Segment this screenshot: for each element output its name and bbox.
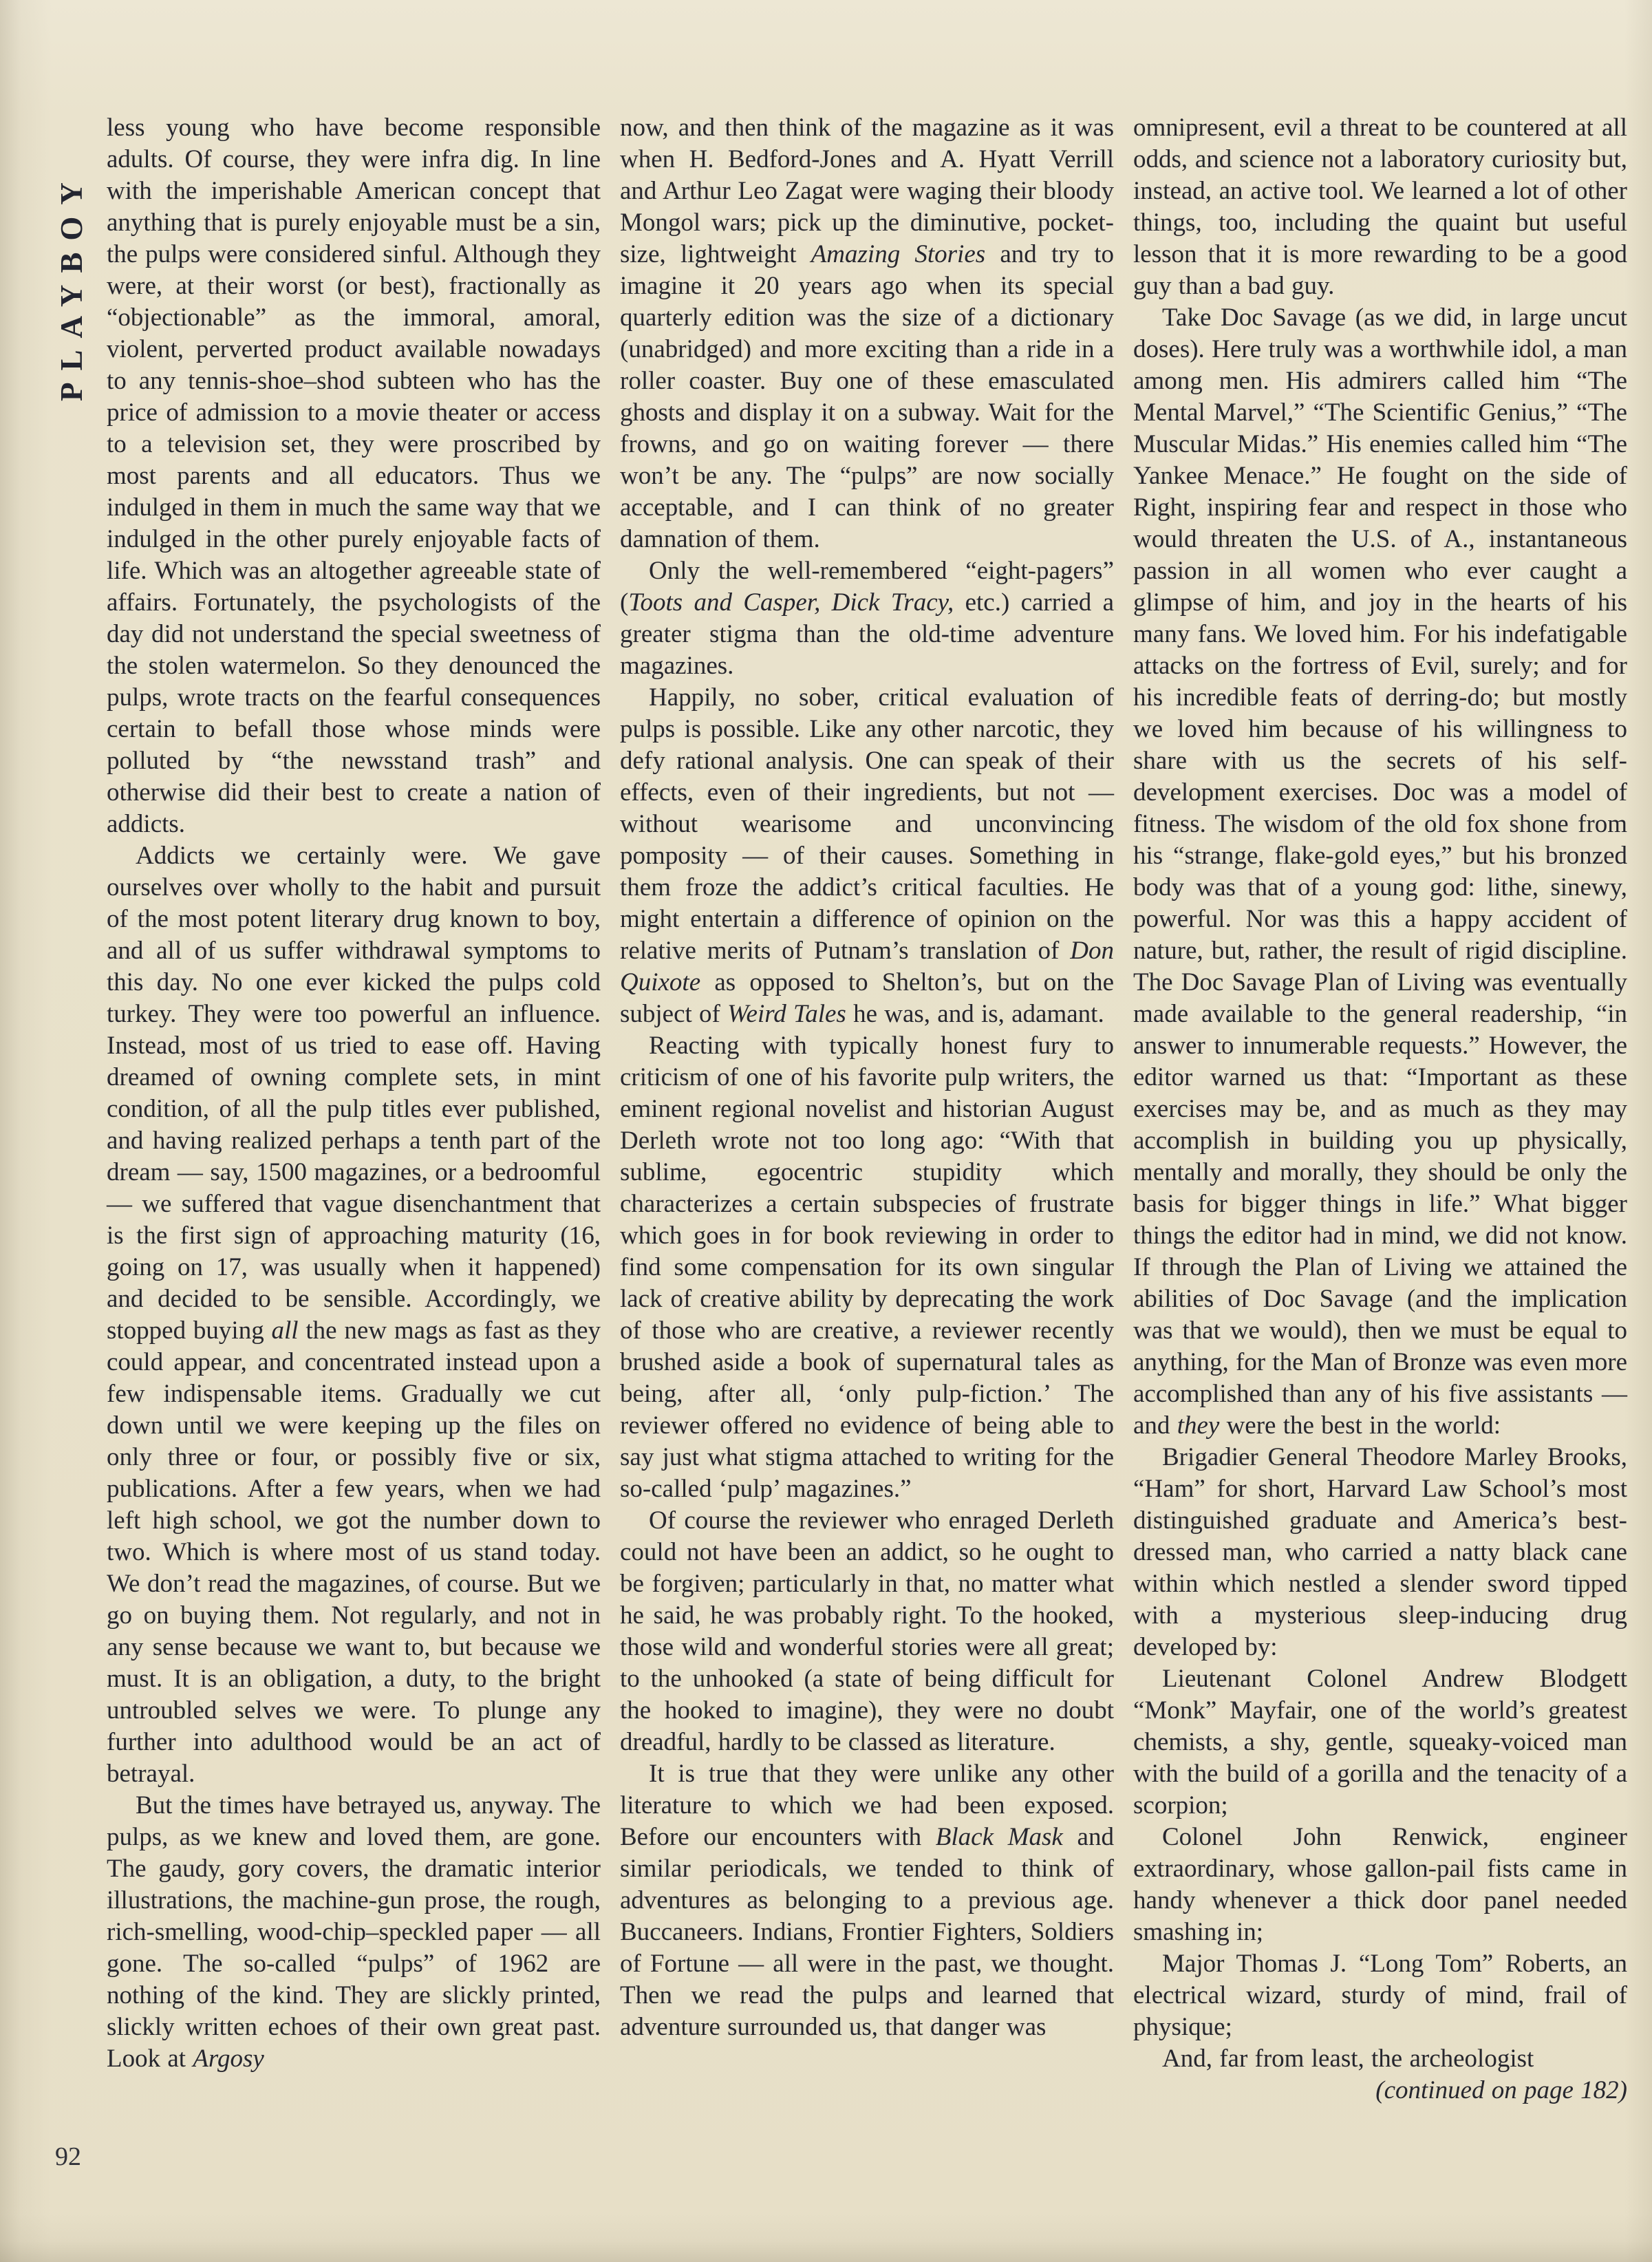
text-run: he was, and is, adamant. [846,1000,1104,1028]
paragraph [620,112,1114,555]
paragraph [1133,112,1627,302]
italic-text-run: Don Quixote [620,937,1114,996]
paragraph [1133,1948,1627,2043]
text-run: and similar periodicals, we tended to think of adventures as belonging to a previous age. Buccaneers. Indians, Frontier Fighters, Soldiers of Fortune — all were in the past, we thought. Then we read the pulps and learned that adventure surrounded us, that danger was [620,1823,1114,2041]
paragraph [107,112,601,840]
paragraph [1133,2075,1627,2106]
text-run: as opposed to Shelton’s, but on the subject of [620,968,1114,1028]
italic-text-run: Argosy [193,2045,264,2073]
text-run: Happily, no sober, critical evaluation of pulps is possible. Like any other narcotic, they defy rational analysis. One can speak of their effects, even of their ingredients, but not — without wearisome and unconvincing pomposity — of their causes. Something in them froze the addict’s critical faculties. He might entertain a difference of opinion on the relative merits of Putnam’s translation of [620,683,1114,965]
text-column-3 [1133,112,1627,2106]
paragraph [620,555,1114,682]
italic-text-run: (continued on page 182) [1375,2076,1627,2104]
text-run: omnipresent, evil a threat to be countered at all odds, and science not a laboratory curiosity but, instead, an active tool. We learned a lot of other things, too, including the quaint but useful lesson that it is more rewarding to be a good guy than a bad guy. [1133,114,1627,300]
text-run: now, and then think of the magazine as it was when H. Bedford-Jones and A. Hyatt Verrill and Arthur Leo Zagat were waging their bloody Mongol wars; pick up the diminutive, pocket-size, lightweight [620,114,1114,268]
paragraph [1133,1442,1627,1663]
paragraph [1133,302,1627,1442]
text-run: Take Doc Savage (as we did, in large uncut doses). Here truly was a worthwhile idol, a man among men. His admirers called him “The Mental Marvel,” “The Scientific Genius,” “The Muscular Midas.” His enemies called him “The Yankee Menace.” He fought on the side of Right, inspiring fear and respect in those who would threaten the U.S. of A., instantaneous passion in all women who ever caught a glimpse of him, and joy in the hearts of his many fans. We loved him. For his indefatigable attacks on the fortress of Evil, surely; and for his incredible feats of derring-do; but mostly we loved him because of his willingness to share with us the secrets of his self-development exercises. Doc was a model of fitness. The wisdom of the old fox shone from his “strange, flake-gold eyes,” but his bronzed body was that of a young god: lithe, sinewy, powerful. Nor was this a happy accident of nature, but, rather, the result of rigid discipline. The Doc Savage Plan of Living was eventually made available to the general readership, “in answer to innumerable requests.” However, the editor warned us that: “Important as these exercises may be, and as much as they may accomplish in building you up physically, mentally and morally, they should be only the basis for bigger things in life.” What bigger things the editor had in mind, we did not know. If through the Plan of Living we attained the abilities of Doc Savage (and the implication was that we would), then we must be equal to anything, for the Man of Bronze was even more accomplished than any of his five assistants — and [1133,303,1627,1440]
text-run: And, far from least, the archeologist [1162,2045,1534,2073]
text-run: the new mags as fast as they could appear, and concentrated instead upon a few indispensable items. Gradually we cut down until we were keeping up the files on only three or four, or possibly five or six, publications. After a few years, when we had left high school, we got the number down to two. Which is where most of us stand today. We don’t read the magazines, of course. But we go on buying them. Not regularly, and not in any sense because we want to, but because we must. It is an obligation, a duty, to the bright untroubled selves we were. To plunge any further into adulthood would be an act of betrayal. [107,1316,601,1788]
paragraph [107,1790,601,2075]
italic-text-run: all [271,1316,299,1345]
text-run: Lieutenant Colonel Andrew Blodgett “Monk” Mayfair, one of the world’s greatest chemists, a shy, gentle, squeaky-voiced man with the build of a gorilla and the tenacity of a scorpion; [1133,1665,1627,1820]
text-run: But the times have betrayed us, anyway. The pulps, as we knew and loved them, are gone. The gaudy, gory covers, the dramatic interior illustrations, the machine-gun prose, the rough, rich-smelling, wood-chip–speckled paper — all gone. The so-called “pulps” of 1962 are nothing of the kind. They are slickly printed, slickly written echoes of their own great past. Look at [107,1791,601,2073]
text-column-1 [107,112,601,2106]
paragraph [1133,1822,1627,1948]
italic-text-run: Weird Tales [727,1000,846,1028]
text-run: Addicts we certainly were. We gave ourselves over wholly to the habit and pursuit of the most potent literary drug known to boy, and all of us suffer withdrawal symptoms to this day. No one ever kicked the pulps cold turkey. They were too powerful an influence. Instead, most of us tried to ease off. Having dreamed of owning complete sets, in mint condition, of all the pulp titles ever published, and having realized perhaps a tenth part of the dream — say, 1500 magazines, or a bedroomful — we suffered that vague disenchantment that is the first sign of approaching maturity (16, going on 17, was usually when it happened) and decided to be sensible. Accordingly, we stopped buying [107,842,601,1345]
italic-text-run: Amazing Stories [811,240,986,268]
paragraph [620,1758,1114,2043]
paragraph [620,1505,1114,1758]
paragraph [107,840,601,1790]
text-run: and try to imagine it 20 years ago when its special quarterly edition was the size of a dictionary (unabridged) and more exciting than a ride in a roller coaster. Buy one of these emasculated ghosts and display it on a subway. Wait for the frowns, and go on waiting forever — there won’t be any. The “pulps” are now socially acceptable, and I can think of no greater damnation of them. [620,240,1114,553]
text-run: less young who have become responsible adults. Of course, they were infra dig. In line with the imperishable American concept that anything that is purely enjoyable must be a sin, the pulps were considered sinful. Although they were, at their worst (or best), fractionally as “objectionable” as the immoral, amoral, violent, perverted product available nowadays to any tennis-shoe–shod subteen who has the price of admission to a movie theater or access to a television set, they were proscribed by most parents and all educators. Thus we indulged in them in much the same way that we indulged in the other purely enjoyable facts of life. Which was an altogether agreeable state of affairs. Fortunately, the psychologists of the day did not understand the special sweetness of the stolen watermelon. So they denounced the pulps, wrote tracts on the fearful consequences certain to befall those whose minds were polluted by “the newsstand trash” and otherwise did their best to create a nation of addicts. [107,114,601,838]
paragraph [1133,2043,1627,2075]
text-column-2 [620,112,1114,2106]
text-run: Brigadier General Theodore Marley Brooks, “Ham” for short, Harvard Law School’s most distinguished graduate and America’s best-dressed man, who carried a natty black cane within which nestled a slender sword tipped with a mysterious sleep-inducing drug developed by: [1133,1443,1627,1661]
text-run: Major Thomas J. “Long Tom” Roberts, an electrical wizard, sturdy of mind, frail of physique; [1133,1950,1627,2041]
text-run: It is true that they were unlike any other literature to which we had been exposed. Before our encounters with [620,1760,1114,1851]
text-run: etc.) carried a greater stigma than the old-time adventure magazines. [620,588,1114,680]
paragraph [620,682,1114,1030]
page-number: 92 [55,2142,81,2171]
text-run: Colonel John Renwick, engineer extraordinary, whose gallon-pail fists came in handy whenever a thick door panel needed smashing in; [1133,1823,1627,1946]
paragraph [620,1030,1114,1505]
text-run: Reacting with typically honest fury to criticism of one of his favorite pulp writers, the eminent regional novelist and historian August Derleth wrote not too long ago: “With that sublime, egocentric stupidity which characterizes a certain subspecies of frustrate which goes in for book reviewing in order to find some compensation for its own singular lack of creative ability by deprecating the work of those who are creative, a reviewer recently brushed aside a book of supernatural tales as being, after all, ‘only pulp-fiction.’ The reviewer offered no evidence of being able to say just what stigma attached to writing for the so-called ‘pulp’ magazines.” [620,1032,1114,1503]
italic-text-run: Black Mask [935,1823,1063,1851]
paragraph [1133,1663,1627,1822]
italic-text-run: they [1177,1411,1220,1440]
italic-text-run: Toots and Casper, Dick Tracy, [628,588,954,617]
text-run: Only the well-remembered “eight-pagers” ( [620,557,1114,617]
text-run: were the best in the world: [1219,1411,1501,1440]
text-run: Of course the reviewer who enraged Derleth could not have been an addict, so he ought to be forgiven; particularly in that, no matter what he said, he was probably right. To the hooked, those wild and wonderful stories were all great; to the unhooked (a state of being difficult for the hooked to imagine), they were no doubt dreadful, hardly to be classed as literature. [620,1506,1114,1756]
magazine-spine-text: PLAYBOY [54,171,89,401]
article-body [107,112,1627,2106]
